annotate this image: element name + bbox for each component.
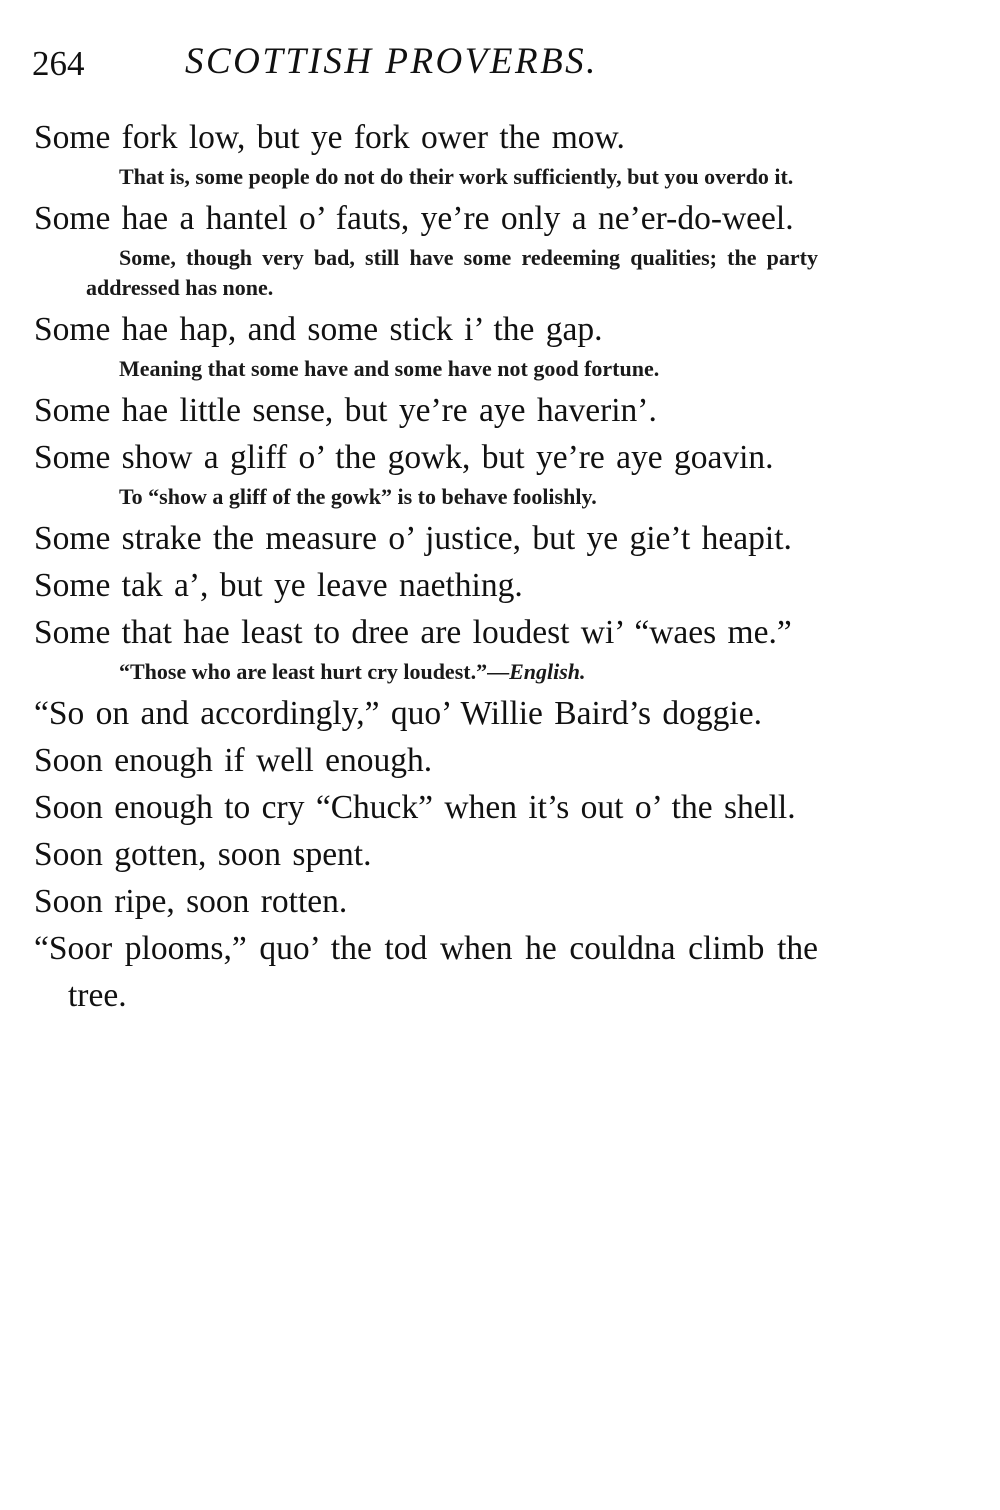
proverb-text: Soon ripe, soon rotten.	[34, 883, 348, 920]
proverb-list	[34, 114, 818, 1019]
proverb-text: Soon enough to cry “Chuck” when it’s out o’ the shell.	[34, 789, 796, 826]
proverb-text: Some tak a’, but ye leave naething.	[34, 567, 523, 604]
proverb-text: Soon gotten, soon spent.	[34, 836, 372, 873]
running-head	[32, 40, 940, 90]
proverb-note: To “show a gliff of the gowk” is to behave foolishly.	[119, 484, 597, 509]
proverb-note: That is, some people do not do their work sufficiently, but you overdo it.	[119, 164, 794, 189]
proverb-text: Soon enough if well enough.	[34, 742, 433, 779]
proverb-text: Some hae little sense, but ye’re aye haverin’.	[34, 392, 657, 429]
proverb-entry	[34, 737, 818, 784]
proverb-text: Some hae a hantel o’ fauts, ye’re only a ne’er-do-weel.	[34, 200, 794, 237]
proverb-entry	[34, 562, 818, 609]
proverb-note	[34, 657, 818, 687]
proverb-text: “Soor plooms,” quo’ the tod when he couldna climb the tree.	[34, 930, 818, 1014]
proverb-entry	[34, 609, 818, 687]
proverb-text: Some that hae least to dree are loudest wi’ “waes me.”	[34, 614, 792, 651]
page-title: SCOTTISH PROVERBS.	[185, 41, 598, 82]
proverb-text: Some show a gliff o’ the gowk, but ye’re aye goavin.	[34, 439, 774, 476]
proverb-note: Some, though very bad, still have some redeeming qualities; the party addressed has none.	[86, 245, 818, 300]
proverb-text: Some hae hap, and some stick i’ the gap.	[34, 311, 603, 348]
proverb-entry	[34, 195, 818, 303]
proverb-entry	[34, 306, 818, 384]
proverb-note-text: “Those who are least hurt cry loudest.”—	[119, 659, 510, 684]
proverb-entry	[34, 925, 818, 1019]
proverb-entry	[34, 434, 818, 512]
proverb-entry	[34, 831, 818, 878]
proverb-text: Some strake the measure o’ justice, but ye gie’t heapit.	[34, 520, 792, 557]
proverb-entry	[34, 878, 818, 925]
proverb-entry	[34, 784, 818, 831]
proverb-entry	[34, 114, 818, 192]
proverb-text: Some fork low, but ye fork ower the mow.	[34, 119, 625, 156]
proverb-entry	[34, 690, 818, 737]
proverb-entry	[34, 515, 818, 562]
proverb-note-source: English.	[509, 659, 586, 684]
page-number: 264	[32, 44, 85, 83]
proverb-note: Meaning that some have and some have not good fortune.	[119, 356, 660, 381]
proverb-entry	[34, 387, 818, 434]
proverb-text: “So on and accordingly,” quo’ Willie Baird’s doggie.	[34, 695, 762, 732]
